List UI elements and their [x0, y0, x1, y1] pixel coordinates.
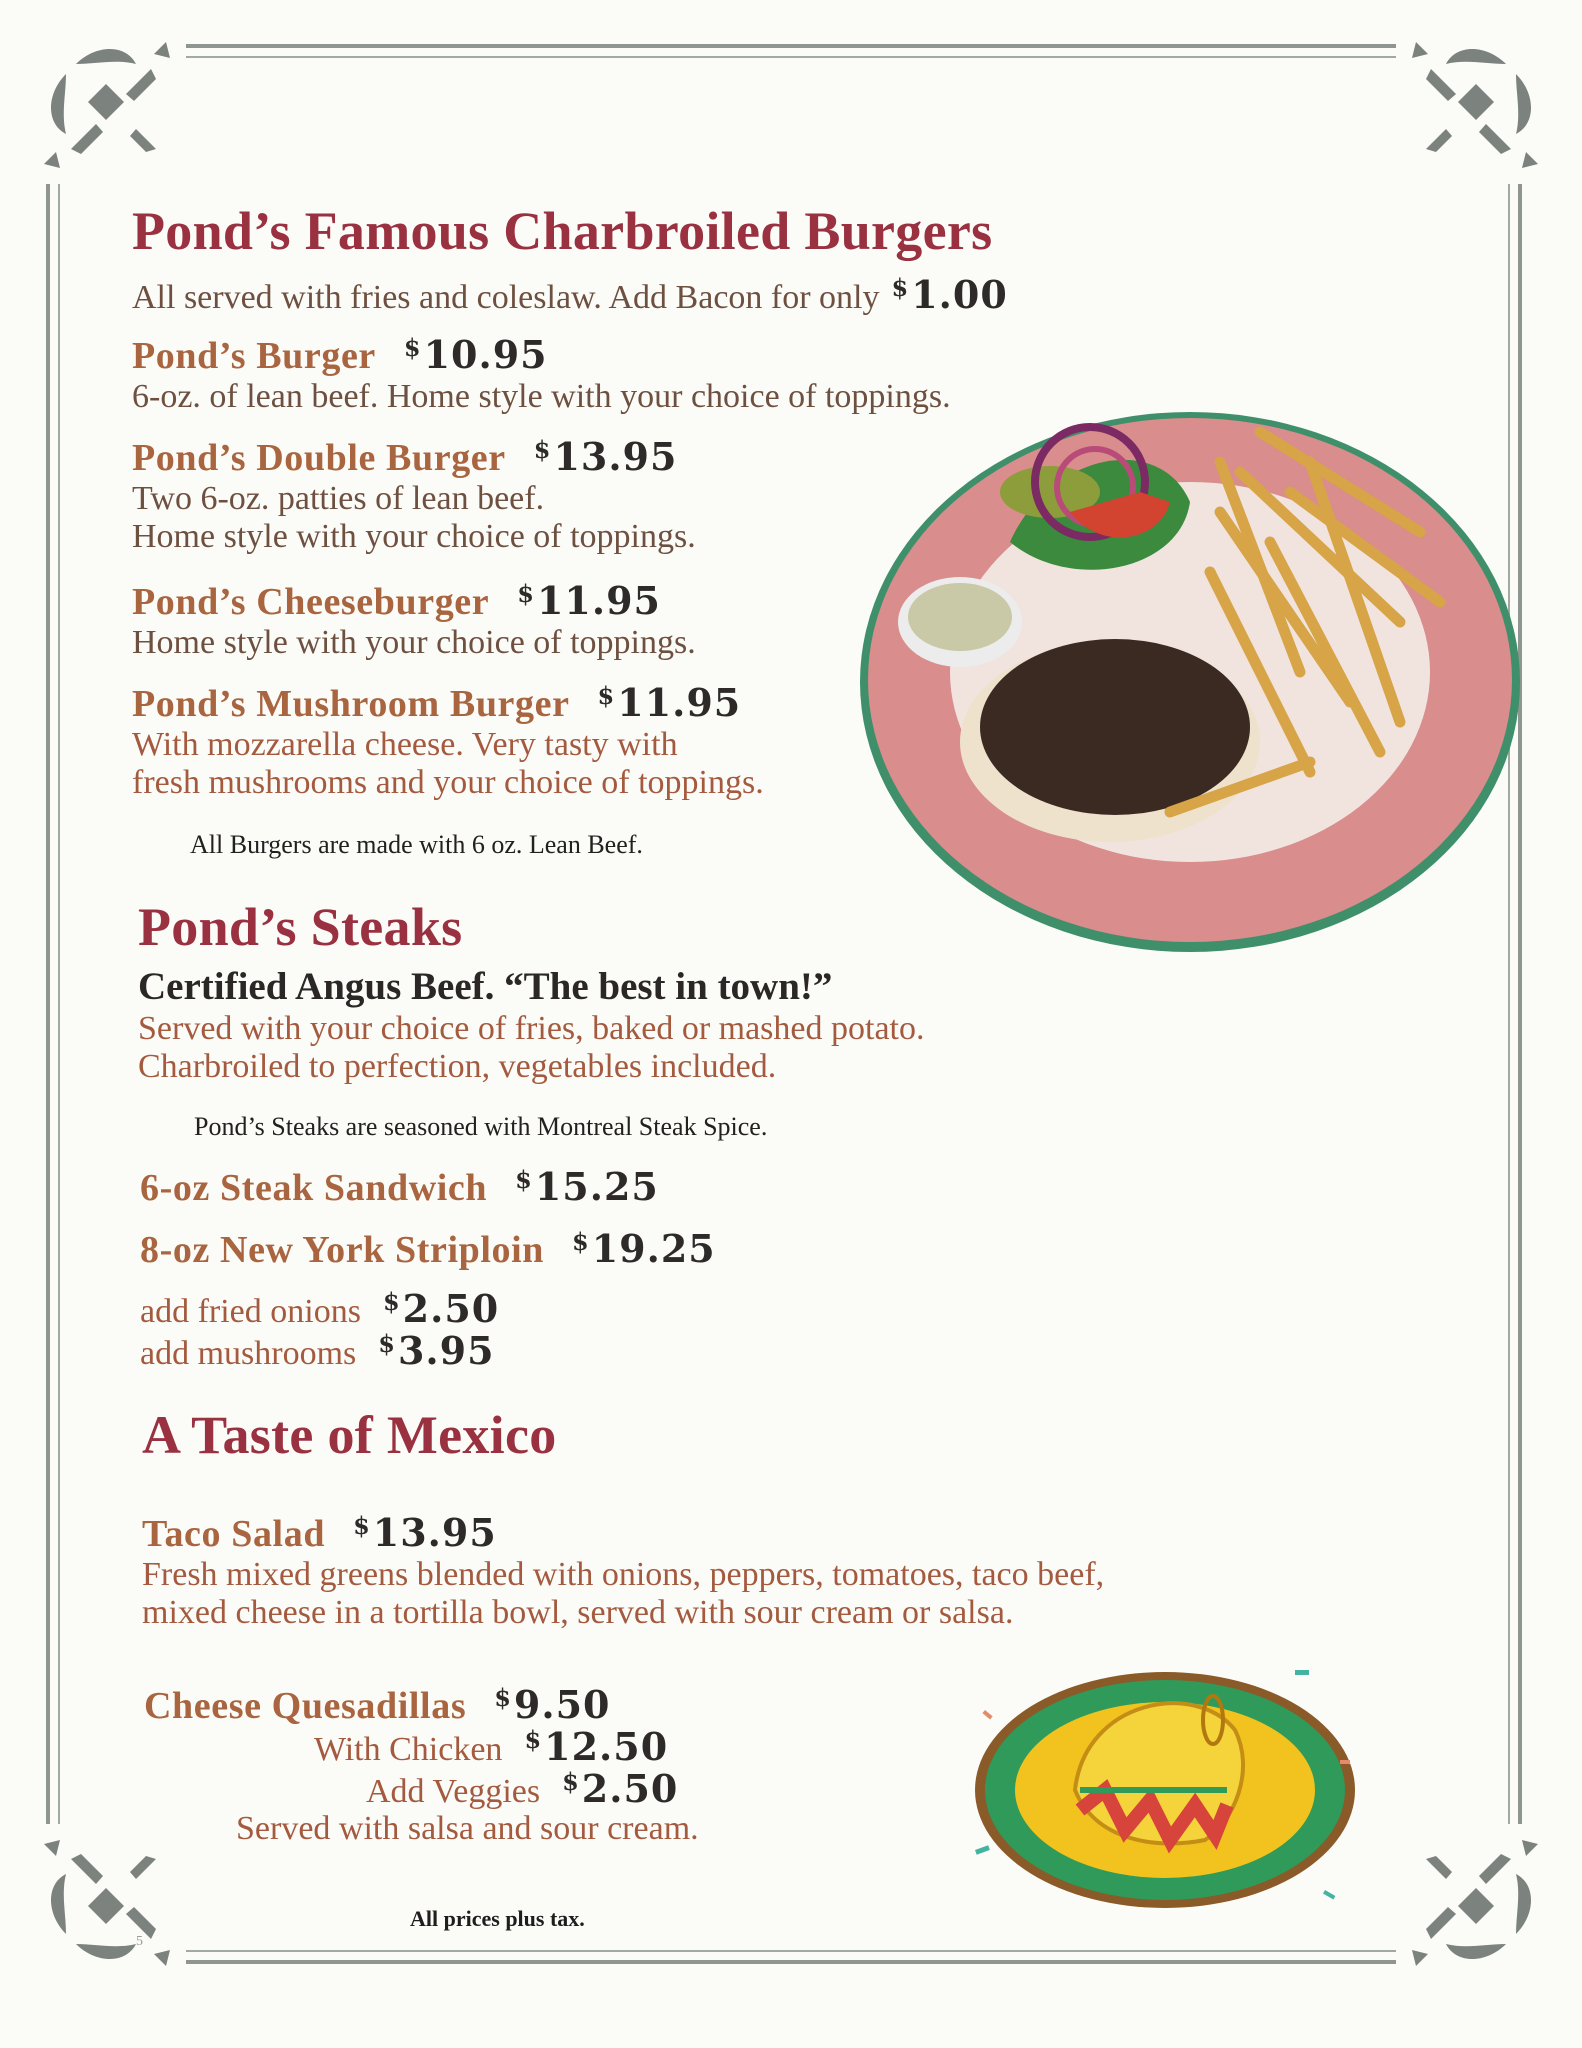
- item-price: $19.25: [572, 1226, 716, 1271]
- menu-item: [132, 578, 696, 662]
- item-description: Two 6-oz. patties of lean beef.: [132, 480, 545, 517]
- corner-ornament-icon: [36, 34, 186, 184]
- addon-name: add mushrooms: [140, 1335, 357, 1372]
- item-name: Pond’s Cheeseburger: [132, 581, 490, 623]
- item-name: Cheese Quesadillas: [144, 1685, 467, 1727]
- menu-item: [144, 1682, 610, 1728]
- steaks-section-title: Pond’s Steaks: [138, 897, 463, 957]
- burgers-section-title: Pond’s Famous Charbroiled Burgers: [132, 201, 993, 261]
- addon-item: [140, 1286, 499, 1331]
- item-name: Pond’s Double Burger: [132, 437, 506, 479]
- steaks-description: [138, 1010, 924, 1086]
- item-name: Taco Salad: [142, 1513, 326, 1555]
- steaks-note: Pond’s Steaks are seasoned with Montreal Steak Spice.: [194, 1112, 768, 1141]
- steaks-description-line: Served with your choice of fries, baked or mashed potato.: [138, 1010, 925, 1047]
- footer-note: All prices plus tax.: [410, 1906, 585, 1931]
- item-price: $13.95: [533, 434, 678, 479]
- option-item: [366, 1766, 678, 1811]
- menu-item: [132, 332, 951, 416]
- page-number: 5: [136, 1934, 143, 1949]
- item-price: $11.95: [597, 680, 742, 725]
- burgers-note: All Burgers are made with 6 oz. Lean Beef.: [190, 830, 643, 859]
- item-description: fresh mushrooms and your choice of toppings.: [132, 764, 764, 801]
- burgers-subtitle-text: All served with fries and coleslaw. Add Bacon for only: [132, 279, 880, 316]
- burgers-subtitle: [132, 272, 1008, 317]
- item-price: $10.95: [403, 332, 548, 377]
- corner-ornament-icon: [36, 1824, 186, 1974]
- item-name: Pond’s Mushroom Burger: [132, 683, 570, 725]
- option-name: Add Veggies: [366, 1773, 541, 1810]
- item-description: Fresh mixed greens blended with onions, peppers, tomatoes, taco beef,: [142, 1556, 1105, 1593]
- item-name: Pond’s Burger: [132, 335, 376, 377]
- item-description: Home style with your choice of toppings.: [132, 518, 696, 555]
- item-name: 8-oz New York Striploin: [140, 1229, 544, 1271]
- item-description: 6-oz. of lean beef. Home style with your choice of toppings.: [132, 378, 951, 415]
- item-price: $13.95: [353, 1510, 497, 1555]
- corner-ornament-icon: [1396, 34, 1546, 184]
- option-price: $2.50: [562, 1766, 679, 1811]
- item-name: 6-oz Steak Sandwich: [140, 1167, 488, 1209]
- corner-ornament-icon: [1396, 1824, 1546, 1974]
- addon-item: [140, 1328, 495, 1373]
- bacon-price: $1.00: [891, 272, 1008, 317]
- burger-plate-image: [840, 372, 1520, 972]
- item-description: With mozzarella cheese. Very tasty with: [132, 726, 678, 763]
- item-price: $9.50: [494, 1682, 611, 1727]
- quesadillas-description: Served with salsa and sour cream.: [236, 1810, 699, 1847]
- item-price: $11.95: [517, 578, 661, 623]
- item-description: Home style with your choice of toppings.: [132, 624, 696, 661]
- mexico-section-title: A Taste of Mexico: [142, 1405, 557, 1465]
- menu-item: [132, 680, 764, 802]
- item-price: $15.25: [515, 1164, 659, 1209]
- menu-item: [140, 1164, 659, 1210]
- menu-item: [142, 1510, 1104, 1632]
- addon-price: $2.50: [382, 1286, 500, 1331]
- currency-symbol: $: [891, 273, 910, 302]
- option-name: With Chicken: [314, 1731, 503, 1768]
- addon-price: $3.95: [378, 1328, 495, 1373]
- addon-name: add fried onions: [140, 1293, 361, 1330]
- menu-item: [132, 434, 696, 556]
- steaks-tagline: Certified Angus Beef. “The best in town!”: [138, 965, 833, 1008]
- option-price: $12.50: [524, 1724, 669, 1769]
- menu-item: [140, 1226, 716, 1272]
- item-description: mixed cheese in a tortilla bowl, served with sour cream or salsa.: [142, 1594, 1014, 1631]
- sombrero-image: [965, 1640, 1365, 1930]
- option-item: [314, 1724, 668, 1769]
- steaks-description-line: Charbroiled to perfection, vegetables included.: [138, 1048, 777, 1085]
